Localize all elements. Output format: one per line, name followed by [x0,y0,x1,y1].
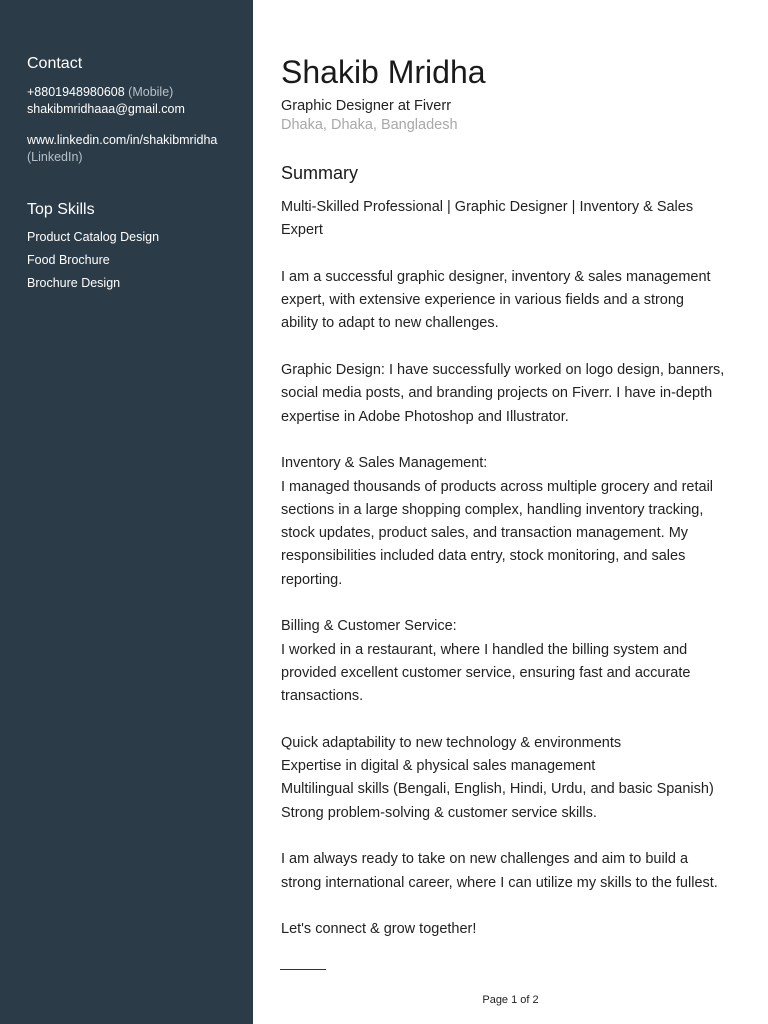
page-number: Page 1 of 2 [482,994,539,1006]
summary-paragraph: Inventory & Sales Management: I managed thousands of products across multiple grocery and retail sections in a large shopping complex, handling inventory tracking, stock updates, product sales, and transaction management. My responsibilities included data entry, stock monitoring, and sales reporting. [281,455,714,588]
sidebar [0,0,253,1024]
linkedin-label: (LinkedIn) [27,150,83,164]
summary-paragraph: Billing & Customer Service: I worked in a restaurant, where I handled the billing system and provided excellent customer service, ensuring fast and accurate transactions. [281,618,691,705]
contact-heading: Contact [27,55,83,72]
skill-item: Food Brochure [27,253,110,267]
phone-number[interactable]: +8801948980608 [27,85,125,99]
summary-paragraph: Quick adaptability to new technology & environments Expertise in digital & physical sales management Multilingual skills (Bengali, English, Hindi, Urdu, and basic Spanish) Strong problem-solving & customer service skills. [281,734,714,821]
summary-paragraph: I am always ready to take on new challenges and aim to build a strong international career, where I can utilize my skills to the fullest. [281,851,718,891]
profile-name: Shakib Mridha [281,54,486,90]
skill-item: Product Catalog Design [27,230,160,244]
linkedin-link[interactable]: www.linkedin.com/in/shakibmridha [27,133,218,147]
phone-line [27,84,247,101]
sidebar-content [27,54,247,295]
profile-headline: Graphic Designer at Fiverr [281,98,452,114]
summary-paragraph: Let's connect & grow together! [281,921,477,938]
top-skills-heading: Top Skills [27,201,95,218]
main-content [281,52,751,965]
phone-label: (Mobile) [128,85,174,99]
summary-heading: Summary [281,163,359,183]
email-link[interactable]: shakibmridhaaa@gmail.com [27,102,185,116]
summary-paragraph: Graphic Design: I have successfully worked on logo design, banners, social media posts, and branding projects on Fiverr. I have in-depth expertise in Adobe Photoshop and Illustrator. [281,362,725,425]
summary-paragraph: Multi-Skilled Professional | Graphic Designer | Inventory & Sales Expert [281,199,694,239]
skill-item: Brochure Design [27,276,121,290]
summary-paragraph: I am a successful graphic designer, inventory & sales management expert, with extensive experience in various fields and a strong ability to adapt to new challenges. [281,268,711,332]
profile-location: Dhaka, Dhaka, Bangladesh [281,117,458,133]
footer-divider [280,969,326,970]
